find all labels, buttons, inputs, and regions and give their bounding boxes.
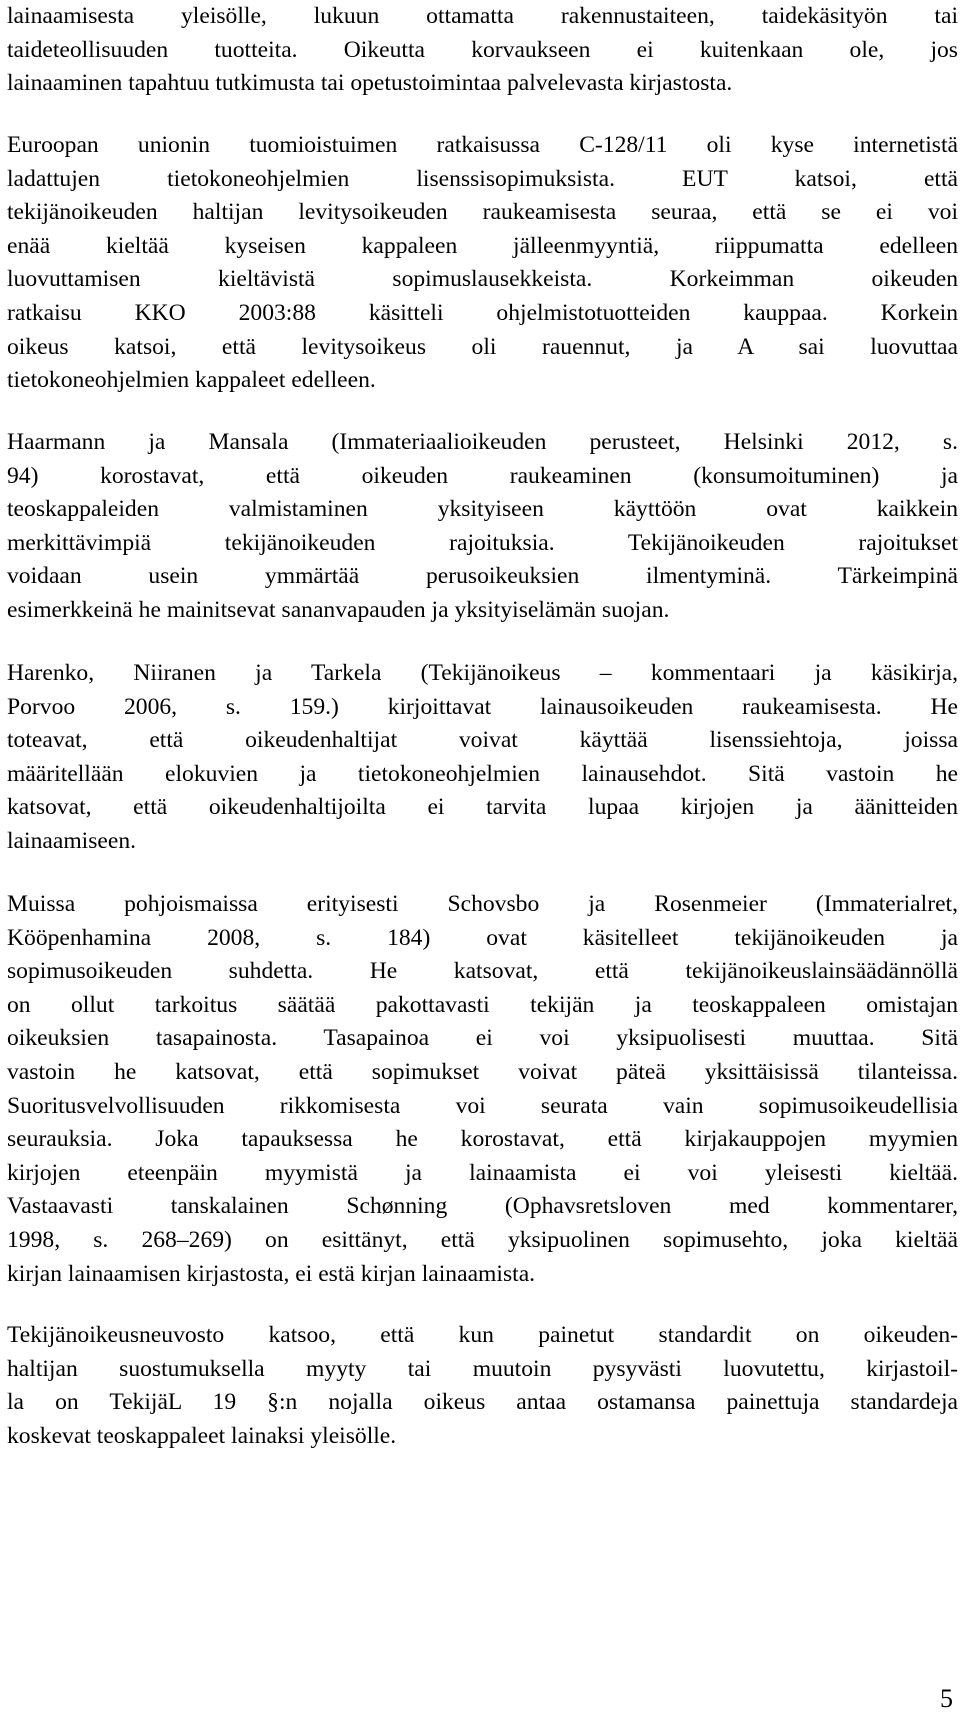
text-line: Kööpenhamina 2008, s. 184) ovat käsitelleet tekijänoikeuden ja — [7, 924, 958, 951]
text-line: kirjan lainaamisen kirjastosta, ei estä kirjan lainaamista. — [7, 1260, 536, 1287]
text-line: Muissa pohjoismaissa erityisesti Schovsbo ja Rosenmeier (Immaterialret, — [7, 891, 958, 917]
text-line: kirjojen eteenpäin myymistä ja lainaamista ei voi yleisesti kieltää. — [7, 1159, 958, 1186]
text-line: katsovat, että oikeudenhaltijoilta ei tarvita lupaa kirjojen ja äänitteiden — [7, 794, 958, 821]
paragraph — [7, 0, 958, 101]
text-line: oikeus katsoi, että levitysoikeus oli rauennut, ja A sai luovuttaa — [7, 333, 958, 360]
text-line: Tekijänoikeusneuvosto katsoo, että kun painetut standardit on oikeuden- — [7, 1322, 958, 1348]
text-line: esimerkkeinä he mainitsevat sananvapauden ja yksityiselämän suojan. — [7, 596, 670, 623]
text-line: koskevat teoskappaleet lainaksi yleisölle. — [7, 1422, 397, 1449]
text-line: 94) korostavat, että oikeuden raukeaminen (konsumoituminen) ja — [7, 462, 958, 489]
paragraph — [7, 129, 958, 398]
text-line: Porvoo 2006, s. 159.) kirjoittavat lainausoikeuden raukeamisesta. He — [7, 693, 958, 720]
text-line: enää kieltää kyseisen kappaleen jälleenmyyntiä, riippumatta edelleen — [7, 232, 958, 259]
text-line: teoskappaleiden valmistaminen yksityiseen käyttöön ovat kaikkein — [7, 496, 958, 523]
text-line: Haarmann ja Mansala (Immateriaalioikeuden perusteet, Helsinki 2012, s. — [7, 429, 958, 455]
text-line: tekijänoikeuden haltijan levitysoikeuden raukeamisesta seuraa, että se ei voi — [7, 199, 958, 226]
text-line: määritellään elokuvien ja tietokoneohjelmien lainausehdot. Sitä vastoin he — [7, 760, 958, 787]
text-line: seurauksia. Joka tapauksessa he korostavat, että kirjakauppojen myymien — [7, 1126, 958, 1153]
text-line: merkittävimpiä tekijänoikeuden rajoituksia. Tekijänoikeuden rajoitukset — [7, 529, 958, 556]
text-line: haltijan suostumuksella myyty tai muutoin pysyvästi luovutettu, kirjastoil- — [7, 1355, 958, 1382]
text-line: lainaamisesta yleisölle, lukuun ottamatta rakennustaiteen, taidekäsityön tai — [7, 3, 958, 29]
text-line: taideteollisuuden tuotteita. Oikeutta korvaukseen ei kuitenkaan ole, jos — [7, 36, 958, 63]
text-line: on ollut tarkoitus säätää pakottavasti tekijän ja teoskappaleen omistajan — [7, 991, 958, 1018]
text-line: Harenko, Niiranen ja Tarkela (Tekijänoikeus – kommentaari ja käsikirja, — [7, 660, 958, 686]
paragraph — [7, 888, 958, 1291]
text-line: la on TekijäL 19 §:n nojalla oikeus antaa ostamansa painettuja standardeja — [7, 1389, 958, 1416]
text-line: toteavat, että oikeudenhaltijat voivat käyttää lisenssiehtoja, joissa — [7, 727, 958, 754]
text-line: ladattujen tietokoneohjelmien lisenssisopimuksista. EUT katsoi, että — [7, 165, 958, 192]
text-line: voidaan usein ymmärtää perusoikeuksien ilmentyminä. Tärkeimpinä — [7, 563, 958, 590]
text-line: oikeuksien tasapainosta. Tasapainoa ei voi yksipuolisesti muuttaa. Sitä — [7, 1025, 958, 1052]
text-line: tietokoneohjelmien kappaleet edelleen. — [7, 367, 376, 394]
text-line: Vastaavasti tanskalainen Schønning (Ophavsretsloven med kommentarer, — [7, 1193, 958, 1220]
text-line: vastoin he katsovat, että sopimukset voivat päteä yksittäisissä tilanteissa. — [7, 1058, 958, 1085]
text-line: 1998, s. 268–269) on esittänyt, että yksipuolinen sopimusehto, joka kieltää — [7, 1226, 958, 1253]
paragraph — [7, 657, 958, 859]
paragraph — [7, 1319, 958, 1453]
text-line: luovuttamisen kieltävistä sopimuslausekkeista. Korkeimman oikeuden — [7, 266, 958, 293]
text-line: lainaaminen tapahtuu tutkimusta tai opetustoimintaa palvelevasta kirjastosta. — [7, 70, 733, 97]
text-line: Euroopan unionin tuomioistuimen ratkaisussa C-128/11 oli kyse internetistä — [7, 132, 958, 158]
text-line: lainaamiseen. — [7, 827, 137, 854]
text-line: Suoritusvelvollisuuden rikkomisesta voi seurata vain sopimusoikeudellisia — [7, 1092, 958, 1119]
text-line: ratkaisu KKO 2003:88 käsitteli ohjelmistotuotteiden kauppaa. Korkein — [7, 299, 958, 326]
page-number: 5 — [940, 1684, 953, 1713]
paragraph — [7, 426, 958, 628]
text-line: sopimusoikeuden suhdetta. He katsovat, että tekijänoikeuslainsäädännöllä — [7, 958, 958, 985]
